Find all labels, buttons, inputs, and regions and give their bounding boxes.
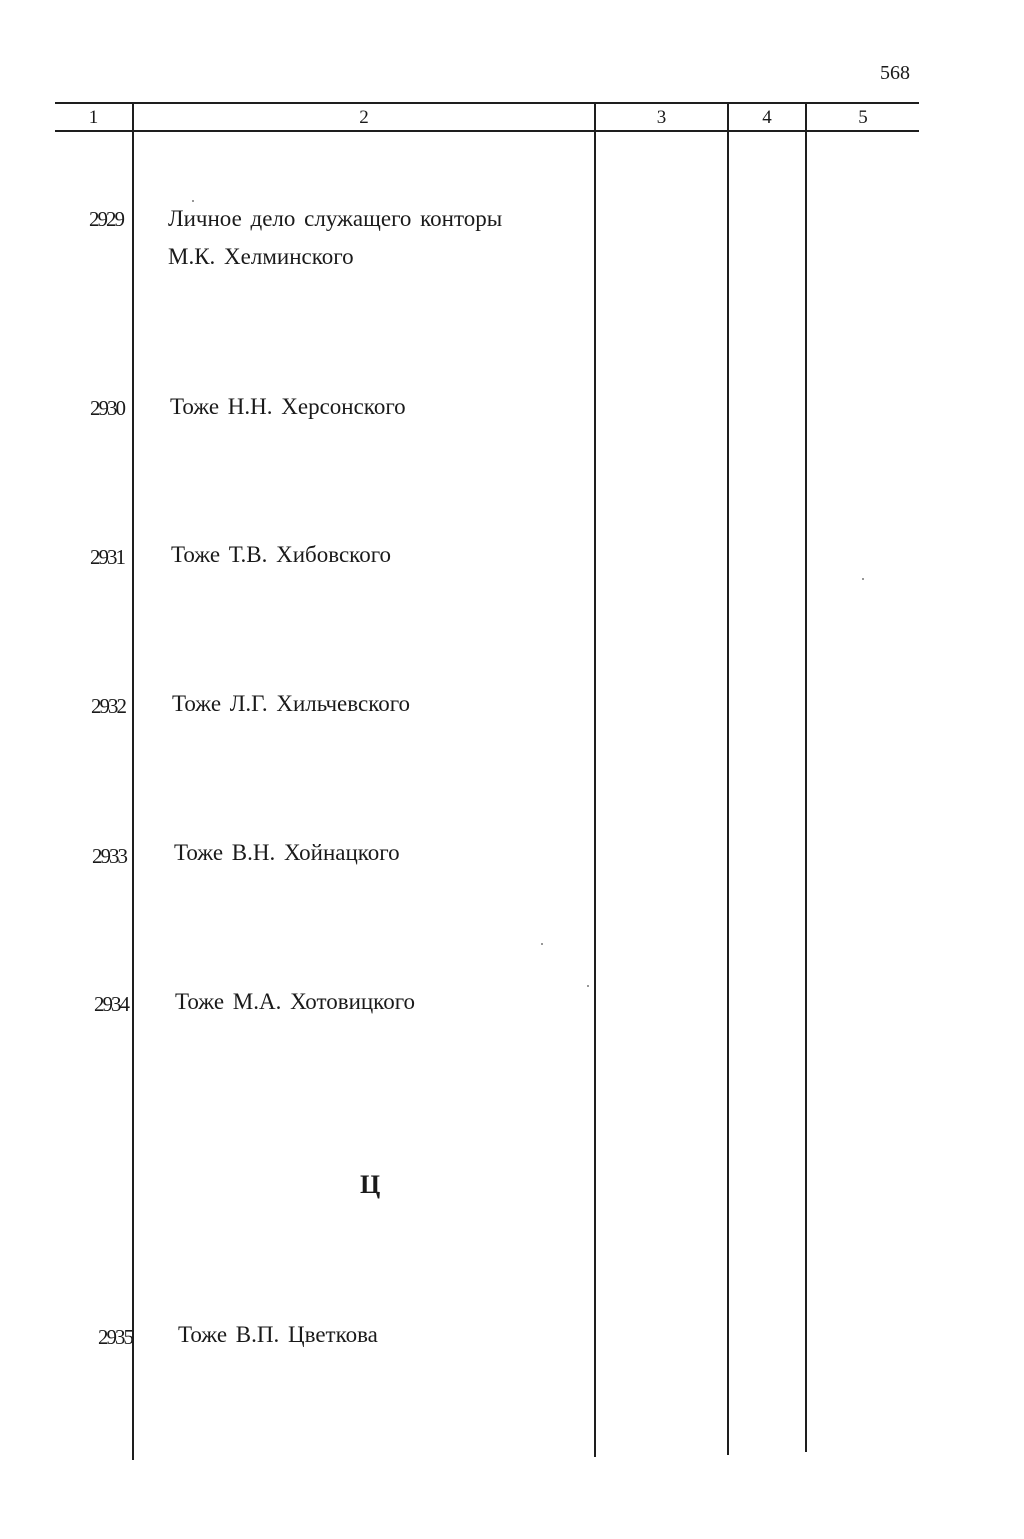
section-letter: Ц [360,1170,381,1199]
entry-number: 2933 [92,844,126,868]
column-heading-5: 5 [858,107,868,128]
entry-title: Тоже В.Н. Хойнацкого [174,840,400,865]
entry-number: 2934 [94,992,128,1016]
entry-title [168,200,502,276]
entry-title-line: Личное дело служащего конторы [168,206,503,231]
column-divider-1-2 [132,102,134,1460]
entry-title: Тоже М.А. Хотовицкого [175,989,416,1014]
column-heading-4: 4 [762,107,772,128]
entry-title: Тоже В.П. Цветкова [178,1322,378,1347]
entry-number: 2935 [98,1325,132,1349]
column-divider-4-5 [805,102,807,1452]
table-header-rule [55,130,919,132]
column-divider-3-4 [727,102,729,1455]
table-top-rule [55,102,919,104]
entry-number: 2930 [90,396,124,420]
entry-title: Тоже Н.Н. Херсонского [170,394,406,419]
entry-title: Тоже Л.Г. Хильчевского [172,691,411,716]
scan-speck [862,578,864,580]
scan-speck [192,200,194,202]
column-divider-2-3 [594,102,596,1457]
entry-number: 2929 [89,207,123,231]
scan-speck [587,985,589,987]
column-heading-1: 1 [88,107,99,128]
entry-title-line: М.К. Хелминского [168,244,354,269]
page-number: 568 [880,62,910,84]
entry-title: Тоже Т.В. Хибовского [171,542,392,567]
entry-number: 2932 [91,694,125,718]
column-heading-3: 3 [656,107,667,128]
scan-speck [541,943,543,945]
entry-number: 2931 [90,545,124,569]
column-heading-2: 2 [359,107,369,128]
